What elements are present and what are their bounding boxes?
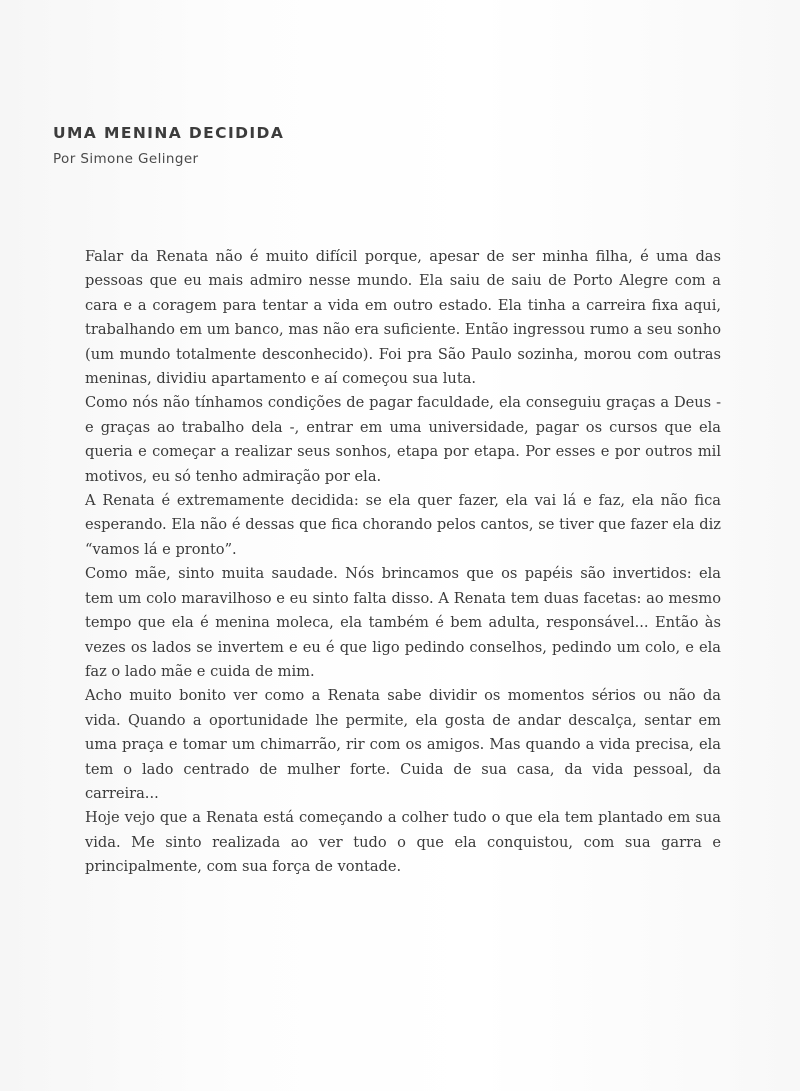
article-body — [85, 245, 721, 880]
article-byline: Por Simone Gelinger — [53, 151, 199, 167]
article-heading — [53, 122, 653, 169]
paragraph-6: Hoje vejo que a Renata está começando a colher tudo o que ela tem plantado em sua vida. Me sinto realizada ao ver tudo o que ela conquistou, com sua garra e principalmente, com sua força de vontade. — [85, 809, 721, 876]
article-title: UMA MENINA DECIDIDA — [53, 124, 285, 142]
paragraph-1: Falar da Renata não é muito difícil porque, apesar de ser minha filha, é uma das pessoas que eu mais admiro nesse mundo. Ela saiu de saiu de Porto Alegre com a cara e a coragem para tentar a vida em outro estado. Ela tinha a carreira fixa aqui, trabalhando em um banco, mas não era suficiente. Então ingressou rumo a seu sonho (um mundo totalmente desconhecido). Foi pra São Paulo sozinha, morou com outras meninas, dividiu apartamento e aí começou sua luta. — [85, 248, 721, 388]
paragraph-5: Acho muito bonito ver como a Renata sabe dividir os momentos sérios ou não da vida. Quando a oportunidade lhe permite, ela gosta de andar descalça, sentar em uma praça e tomar um chimarrão, rir com os amigos. Mas quando a vida precisa, ela tem o lado centrado de mulher forte. Cuida de sua casa, da vida pessoal, da carreira... — [85, 687, 721, 802]
paragraph-3: A Renata é extremamente decidida: se ela quer fazer, ela vai lá e faz, ela não fica esperando. Ela não é dessas que fica chorando pelos cantos, se tiver que fazer ela diz “vamos lá e pronto”. — [85, 492, 721, 558]
paragraph-2: Como nós não tínhamos condições de pagar faculdade, ela conseguiu graças a Deus - e graças ao trabalho dela -, entrar em uma universidade, pagar os cursos que ela queria e começar a realizar seus sonhos, etapa por etapa. Por esses e por outros mil motivos, eu só tenho admiração por ela. — [85, 394, 721, 485]
paragraph-4: Como mãe, sinto muita saudade. Nós brincamos que os papéis são invertidos: ela tem um colo maravilhoso e eu sinto falta disso. A Renata tem duas facetas: ao mesmo tempo que ela é menina moleca, ela também é bem adulta, responsável... Então às vezes os lados se invertem e eu é que ligo pedindo conselhos, pedindo um colo, e ela faz o lado mãe e cuida de mim. — [85, 565, 721, 680]
